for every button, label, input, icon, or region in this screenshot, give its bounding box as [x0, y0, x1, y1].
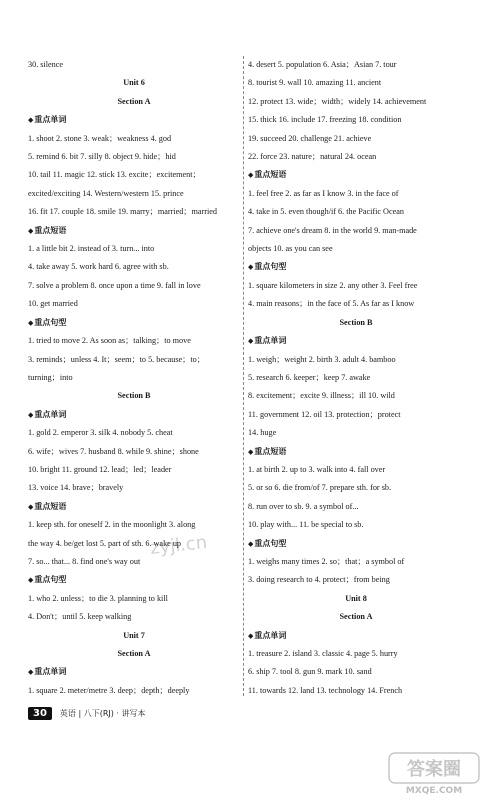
- answer-line: 10. play with... 11. be special to sb.: [248, 520, 364, 530]
- unit-or-section-title: Unit 8: [345, 593, 367, 603]
- unit-or-section-title: Section A: [339, 612, 373, 622]
- answer-line: 1. shoot 2. stone 3. weak；weakness 4. god: [28, 133, 172, 143]
- answer-line: 1. who 2. unless；to die 3. planning to kill: [28, 593, 168, 603]
- answer-line: 1. gold 2. emperor 3. silk 4. nobody 5. cheat: [28, 428, 173, 438]
- section-heading: [248, 627, 464, 645]
- column-divider: [243, 56, 244, 696]
- answer-line: 4. desert 5. population 6. Asia；Asian 7. tour: [248, 60, 397, 69]
- section-heading-label: 重点短语: [34, 225, 67, 235]
- unit-or-section-title: Section B: [339, 317, 373, 327]
- answer-line: 7. so... that... 8. find one's way out: [28, 556, 141, 566]
- section-heading-label: 重点短语: [254, 446, 287, 456]
- answer-line: 8. run over to sb. 9. a symbol of...: [248, 501, 359, 511]
- section-heading: [248, 258, 464, 276]
- watermark-url: MXQE.COM: [405, 786, 463, 796]
- section-heading-label: 重点单词: [34, 667, 67, 677]
- section-heading-label: 重点句型: [34, 575, 67, 585]
- answer-line: 1. tried to move 2. As soon as；talking；to move: [28, 336, 191, 346]
- answer-line: turning；into: [28, 372, 73, 382]
- unit-or-section-title: Section B: [117, 391, 151, 401]
- section-heading: [248, 535, 464, 553]
- answer-line: 1. square kilometers in size 2. any other 3. Feel free: [248, 280, 418, 290]
- answer-line: 1. keep sth. for oneself 2. in the moonlight 3. along: [28, 520, 196, 530]
- watermark-text: zyjl.cn: [149, 532, 209, 559]
- answer-line: 13. voice 14. brave；bravely: [28, 483, 124, 493]
- answer-line: 6. ship 7. tool 8. gun 9. mark 10. sand: [248, 667, 372, 677]
- answer-line: excited/exciting 14. Western/western 15. prince: [28, 188, 184, 198]
- answer-line: 10. get married: [28, 299, 78, 309]
- answer-line: 1. at birth 2. up to 3. walk into 4. fall over: [248, 464, 386, 474]
- section-heading: [28, 222, 240, 240]
- answer-line: 10. tail 11. magic 12. stick 13. excite；excitement；: [28, 170, 201, 180]
- answer-line: 1. square 2. meter/metre 3. deep；depth；deeply: [28, 685, 190, 695]
- answer-line: 4. main reasons；in the face of 5. As far as I know: [248, 299, 415, 309]
- answer-line: 6. wife；wives 7. husband 8. while 9. shine；shone: [28, 446, 199, 456]
- section-heading: [248, 443, 464, 461]
- unit-or-section-title: Unit 6: [123, 78, 145, 88]
- section-heading: [28, 111, 240, 129]
- diamond-icon: ◆: [28, 226, 34, 235]
- diamond-icon: ◆: [248, 447, 254, 456]
- diamond-icon: ◆: [248, 539, 254, 548]
- unit-or-section-title: Section A: [117, 649, 151, 658]
- right-column: [248, 56, 464, 700]
- section-heading: [28, 498, 240, 516]
- section-heading-label: 重点单词: [254, 630, 287, 640]
- diamond-icon: ◆: [28, 410, 34, 419]
- answer-line: 16. fit 17. couple 18. smile 19. marry；married；married: [28, 207, 217, 217]
- answer-line: 15. thick 16. include 17. freezing 18. condition: [248, 115, 402, 125]
- unit-or-section-title: Section A: [117, 96, 151, 106]
- section-heading-label: 重点句型: [34, 317, 67, 327]
- section-heading-label: 重点单词: [34, 115, 67, 125]
- answer-line: 1. feel free 2. as far as I know 3. in the face of: [248, 188, 399, 198]
- page-footer: [28, 705, 146, 721]
- diamond-icon: ◆: [28, 576, 34, 585]
- answer-line: 1. a little bit 2. instead of 3. turn... into: [28, 244, 155, 254]
- section-heading-label: 重点短语: [34, 501, 67, 511]
- answer-line: 1. weigh；weight 2. birth 3. adult 4. bamboo: [248, 354, 396, 364]
- answer-line: 4. take in 5. even though/if 6. the Pacific Ocean: [248, 207, 404, 217]
- answer-line: 1. weighs many times 2. so；that；a symbol of: [248, 556, 405, 566]
- diamond-icon: ◆: [248, 337, 254, 346]
- answer-line: 5. or so 6. die from/of 7. prepare sth. for sb.: [248, 483, 392, 493]
- answer-line: 11. government 12. oil 13. protection；protect: [248, 409, 401, 419]
- section-heading: [248, 166, 464, 184]
- diamond-icon: ◆: [248, 263, 254, 272]
- section-heading-label: 重点短语: [254, 170, 287, 180]
- diamond-icon: ◆: [28, 318, 34, 327]
- answer-line: 30. silence: [28, 60, 64, 69]
- watermark-logo: [388, 752, 480, 796]
- section-heading: [28, 663, 240, 681]
- section-heading: [28, 571, 240, 589]
- answer-line: 10. bright 11. ground 12. lead；led；leader: [28, 464, 172, 474]
- footer-text: 英语 | 八下(RJ) · 讲写本: [59, 708, 146, 718]
- answer-line: 7. solve a problem 8. once upon a time 9. fall in love: [28, 280, 201, 290]
- answer-line: 14. huge: [248, 428, 277, 438]
- answer-line: 1. treasure 2. island 3. classic 4. page 5. hurry: [248, 649, 398, 658]
- answer-line: 5. research 6. keeper；keep 7. awake: [248, 372, 371, 382]
- answer-line: 11. towards 12. land 13. technology 14. French: [248, 685, 403, 695]
- diamond-icon: ◆: [248, 631, 254, 640]
- diamond-icon: ◆: [28, 502, 34, 511]
- answer-line: 3. reminds；unless 4. It；seem；to 5. because；to；: [28, 354, 205, 364]
- section-heading-label: 重点句型: [254, 262, 287, 272]
- section-heading-label: 重点单词: [34, 409, 67, 419]
- answer-line: 8. excitement；excite 9. illness；ill 10. wild: [248, 391, 395, 401]
- diamond-icon: ◆: [28, 116, 34, 125]
- section-heading-label: 重点单词: [254, 336, 287, 346]
- diamond-icon: ◆: [28, 668, 34, 677]
- answer-line: objects 10. as you can see: [248, 244, 333, 254]
- section-heading-label: 重点句型: [254, 538, 287, 548]
- answer-line: 8. tourist 9. wall 10. amazing 11. ancient: [248, 78, 382, 88]
- page-number: 30: [28, 707, 52, 720]
- diamond-icon: ◆: [248, 171, 254, 180]
- answer-line: 12. protect 13. wide；width；widely 14. achievement: [248, 96, 427, 106]
- answer-line: 3. doing research to 4. protect；from being: [248, 575, 390, 585]
- answer-line: 7. achieve one's dream 8. in the world 9. man-made: [248, 225, 417, 235]
- answer-line: 5. remind 6. bit 7. silly 8. object 9. hide；hid: [28, 152, 176, 162]
- section-heading: [248, 332, 464, 350]
- answer-line: 4. take away 5. work hard 6. agree with sb.: [28, 262, 169, 272]
- answer-line: 19. succeed 20. challenge 21. achieve: [248, 133, 372, 143]
- answer-line: 4. Don't；until 5. keep walking: [28, 612, 132, 622]
- watermark-logo-text: 答案圈: [407, 759, 461, 780]
- answer-line: the way 4. be/get lost 5. part of sth. 6. wake up: [28, 538, 182, 548]
- section-heading: [28, 406, 240, 424]
- left-column: [28, 56, 240, 700]
- unit-or-section-title: Unit 7: [123, 630, 145, 640]
- section-heading: [28, 314, 240, 332]
- answer-line: 22. force 23. nature；natural 24. ocean: [248, 152, 377, 162]
